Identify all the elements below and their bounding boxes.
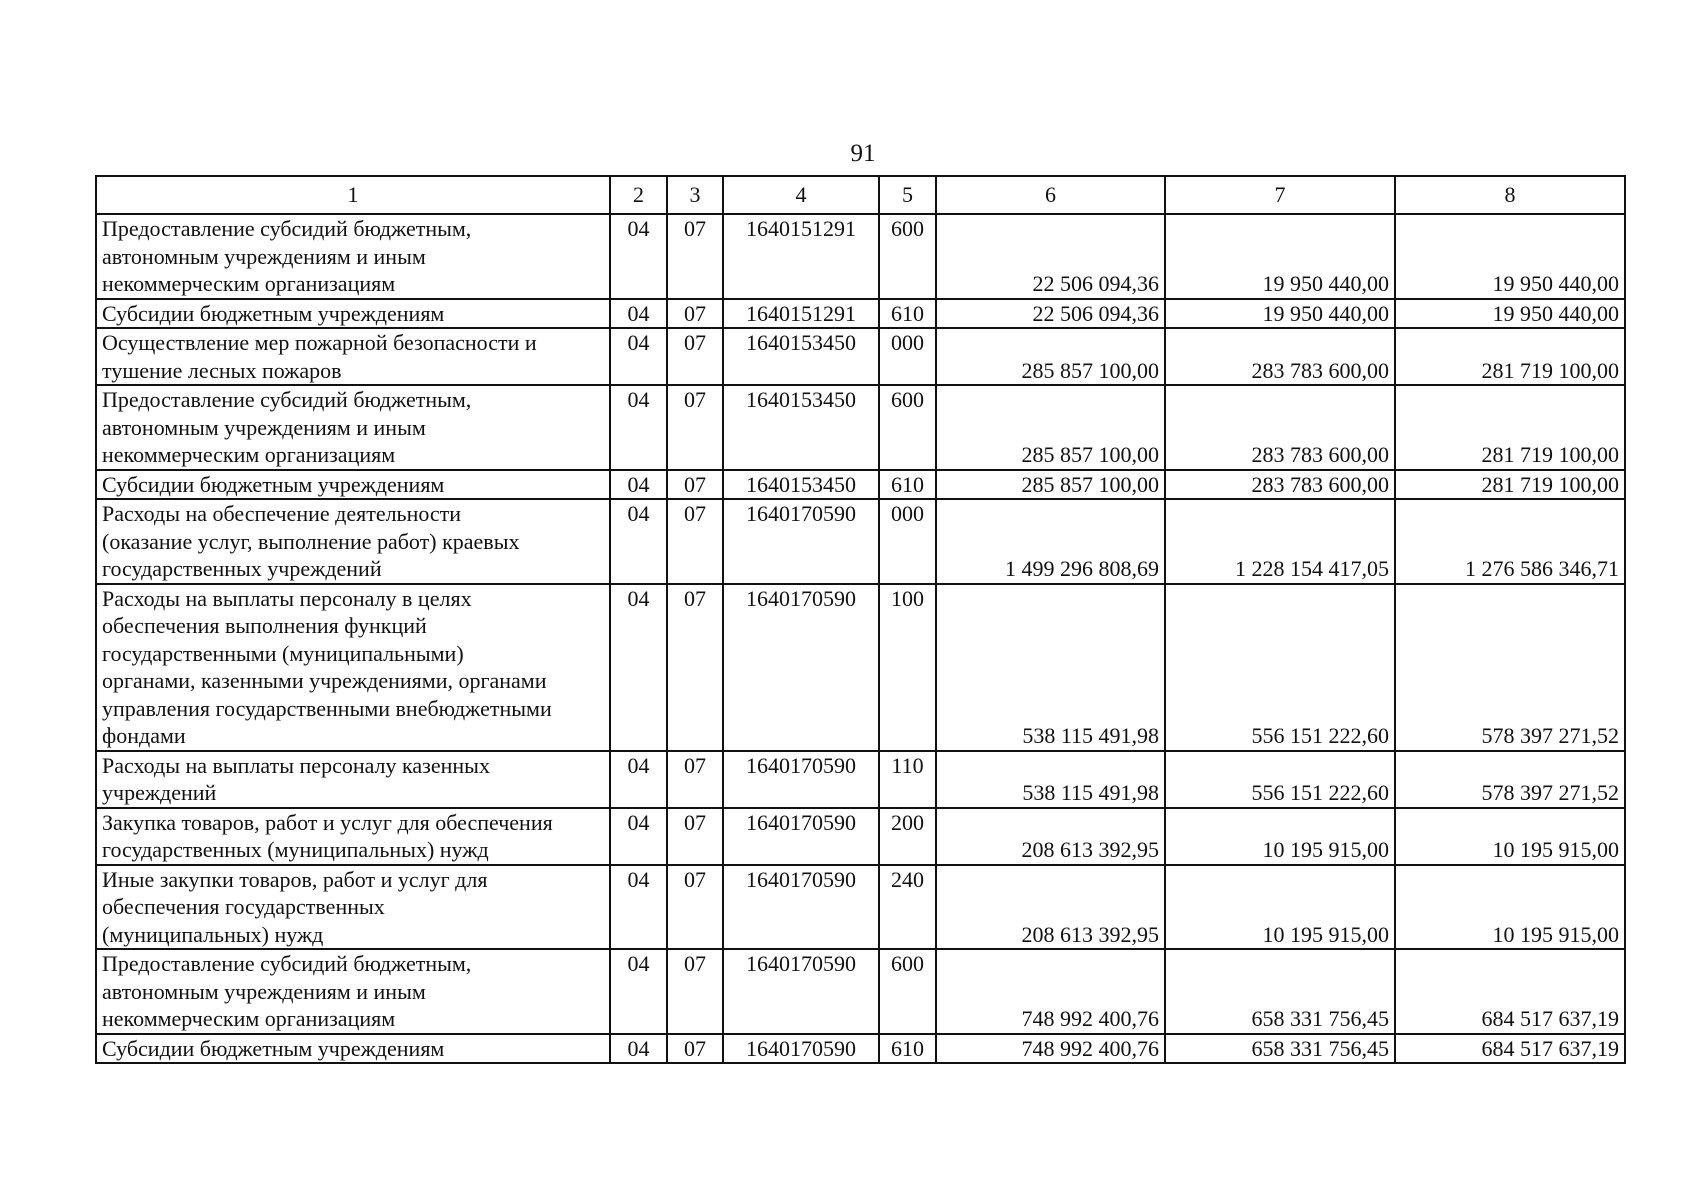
expense-type-cell: 610 — [879, 470, 936, 500]
page-number: 91 — [850, 140, 876, 167]
expense-type-cell: 240 — [879, 865, 936, 950]
item-name-text: Субсидии бюджетным учреждениям — [102, 300, 445, 326]
section-code-cell: 04 — [610, 949, 667, 1034]
subsection-code-cell: 07 — [667, 808, 723, 865]
target-article-cell: 1640153450 — [723, 328, 879, 385]
target-article-cell: 1640170590 — [723, 751, 879, 808]
target-article-cell: 1640153450 — [723, 470, 879, 500]
section-code-cell: 04 — [610, 385, 667, 470]
item-name-text: Предоставление субсидий бюджетным, автономным учреждениям и иным некоммерческим организациям — [102, 387, 472, 467]
section-code-cell: 04 — [610, 808, 667, 865]
section-code-cell: 04 — [610, 865, 667, 950]
table-row — [96, 499, 1625, 584]
subsection-code-cell: 07 — [667, 949, 723, 1034]
item-name-text: Расходы на выплаты персоналу в целях обеспечения выполнения функций государственными (муниципальными) органами, казенными учреждениями, органами управления государственными внебюджетными фондами — [102, 585, 552, 748]
amount-col7-cell: 556 151 222,60 — [1165, 751, 1395, 808]
section-code-cell: 04 — [610, 470, 667, 500]
expense-type-cell: 000 — [879, 499, 936, 584]
table-row — [96, 865, 1625, 950]
subsection-code-cell: 07 — [667, 470, 723, 500]
section-code-cell: 04 — [610, 1034, 667, 1064]
item-name-cell — [96, 328, 610, 385]
expense-type-cell: 100 — [879, 584, 936, 751]
amount-col8-cell: 281 719 100,00 — [1395, 328, 1625, 385]
amount-col8-cell: 684 517 637,19 — [1395, 1034, 1625, 1064]
amount-col7-cell: 283 783 600,00 — [1165, 385, 1395, 470]
expense-type-cell: 110 — [879, 751, 936, 808]
target-article-cell: 1640170590 — [723, 865, 879, 950]
section-code-cell: 04 — [610, 499, 667, 584]
table-row — [96, 808, 1625, 865]
amount-col6-cell: 538 115 491,98 — [936, 751, 1165, 808]
amount-col7-cell: 658 331 756,45 — [1165, 949, 1395, 1034]
item-name-cell — [96, 385, 610, 470]
subsection-code-cell: 07 — [667, 751, 723, 808]
item-name-text: Предоставление субсидий бюджетным, автономным учреждениям и иным некоммерческим организациям — [102, 216, 472, 296]
item-name-cell — [96, 499, 610, 584]
target-article-cell: 1640151291 — [723, 299, 879, 329]
amount-col7-cell: 658 331 756,45 — [1165, 1034, 1395, 1064]
amount-col6-cell: 748 992 400,76 — [936, 949, 1165, 1034]
item-name-cell — [96, 584, 610, 751]
subsection-code-cell: 07 — [667, 299, 723, 329]
table-row — [96, 584, 1625, 751]
amount-col6-cell: 208 613 392,95 — [936, 865, 1165, 950]
table-row — [96, 299, 1625, 329]
amount-col8-cell: 19 950 440,00 — [1395, 214, 1625, 299]
amount-col7-cell: 283 783 600,00 — [1165, 470, 1395, 500]
item-name-cell — [96, 214, 610, 299]
section-code-cell: 04 — [610, 328, 667, 385]
item-name-cell — [96, 751, 610, 808]
subsection-code-cell: 07 — [667, 214, 723, 299]
amount-col8-cell: 1 276 586 346,71 — [1395, 499, 1625, 584]
amount-col7-cell: 10 195 915,00 — [1165, 808, 1395, 865]
amount-col6-cell: 22 506 094,36 — [936, 214, 1165, 299]
item-name-cell — [96, 808, 610, 865]
table-row — [96, 328, 1625, 385]
item-name-cell — [96, 470, 610, 500]
item-name-text: Закупка товаров, работ и услуг для обеспечения государственных (муниципальных) нужд — [102, 809, 553, 862]
table-body — [96, 176, 1625, 1063]
amount-col6-cell: 285 857 100,00 — [936, 328, 1165, 385]
item-name-text: Расходы на выплаты персоналу казенных учреждений — [102, 752, 490, 805]
table-row — [96, 470, 1625, 500]
amount-col8-cell: 281 719 100,00 — [1395, 470, 1625, 500]
target-article-cell: 1640170590 — [723, 1034, 879, 1064]
expense-type-cell: 600 — [879, 214, 936, 299]
amount-col7-cell: 19 950 440,00 — [1165, 214, 1395, 299]
item-name-text: Субсидии бюджетным учреждениям — [102, 471, 445, 497]
header-row — [96, 176, 1625, 214]
header-cell-3: 3 — [667, 176, 723, 214]
amount-col6-cell: 285 857 100,00 — [936, 385, 1165, 470]
amount-col8-cell: 19 950 440,00 — [1395, 299, 1625, 329]
header-cell-5: 5 — [879, 176, 936, 214]
item-name-cell — [96, 949, 610, 1034]
table-row — [96, 949, 1625, 1034]
section-code-cell: 04 — [610, 584, 667, 751]
expense-type-cell: 600 — [879, 385, 936, 470]
expense-type-cell: 600 — [879, 949, 936, 1034]
item-name-text: Расходы на обеспечение деятельности (оказание услуг, выполнение работ) краевых государственных учреждений — [102, 501, 520, 581]
amount-col6-cell: 1 499 296 808,69 — [936, 499, 1165, 584]
section-code-cell: 04 — [610, 214, 667, 299]
amount-col6-cell: 208 613 392,95 — [936, 808, 1165, 865]
amount-col6-cell: 748 992 400,76 — [936, 1034, 1165, 1064]
amount-col6-cell: 285 857 100,00 — [936, 470, 1165, 500]
amount-col6-cell: 22 506 094,36 — [936, 299, 1165, 329]
subsection-code-cell: 07 — [667, 584, 723, 751]
subsection-code-cell: 07 — [667, 865, 723, 950]
item-name-cell — [96, 1034, 610, 1064]
subsection-code-cell: 07 — [667, 385, 723, 470]
budget-table — [95, 175, 1626, 1064]
amount-col8-cell: 578 397 271,52 — [1395, 584, 1625, 751]
subsection-code-cell: 07 — [667, 1034, 723, 1064]
table-row — [96, 385, 1625, 470]
target-article-cell: 1640170590 — [723, 808, 879, 865]
target-article-cell: 1640170590 — [723, 584, 879, 751]
expense-type-cell: 610 — [879, 1034, 936, 1064]
amount-col7-cell: 556 151 222,60 — [1165, 584, 1395, 751]
item-name-text: Субсидии бюджетным учреждениям — [102, 1035, 445, 1061]
item-name-cell — [96, 865, 610, 950]
amount-col8-cell: 10 195 915,00 — [1395, 808, 1625, 865]
table-row — [96, 751, 1625, 808]
header-cell-4: 4 — [723, 176, 879, 214]
amount-col7-cell: 283 783 600,00 — [1165, 328, 1395, 385]
target-article-cell: 1640151291 — [723, 214, 879, 299]
header-cell-6: 6 — [936, 176, 1165, 214]
header-cell-7: 7 — [1165, 176, 1395, 214]
item-name-text: Иные закупки товаров, работ и услуг для обеспечения государственных (муниципальных) нужд — [102, 866, 488, 947]
expense-type-cell: 610 — [879, 299, 936, 329]
section-code-cell: 04 — [610, 751, 667, 808]
header-cell-8: 8 — [1395, 176, 1625, 214]
section-code-cell: 04 — [610, 299, 667, 329]
expense-type-cell: 200 — [879, 808, 936, 865]
item-name-text: Осуществление мер пожарной безопасности и тушение лесных пожаров — [102, 330, 537, 383]
header-cell-1: 1 — [96, 176, 610, 214]
target-article-cell: 1640170590 — [723, 499, 879, 584]
amount-col7-cell: 10 195 915,00 — [1165, 865, 1395, 950]
target-article-cell: 1640170590 — [723, 949, 879, 1034]
item-name-text: Предоставление субсидий бюджетным, автономным учреждениям и иным некоммерческим организациям — [102, 951, 472, 1031]
amount-col7-cell: 19 950 440,00 — [1165, 299, 1395, 329]
target-article-cell: 1640153450 — [723, 385, 879, 470]
subsection-code-cell: 07 — [667, 499, 723, 584]
table-row — [96, 214, 1625, 299]
amount-col6-cell: 538 115 491,98 — [936, 584, 1165, 751]
amount-col7-cell: 1 228 154 417,05 — [1165, 499, 1395, 584]
amount-col8-cell: 281 719 100,00 — [1395, 385, 1625, 470]
item-name-cell — [96, 299, 610, 329]
subsection-code-cell: 07 — [667, 328, 723, 385]
table-row — [96, 1034, 1625, 1064]
amount-col8-cell: 578 397 271,52 — [1395, 751, 1625, 808]
amount-col8-cell: 684 517 637,19 — [1395, 949, 1625, 1034]
amount-col8-cell: 10 195 915,00 — [1395, 865, 1625, 950]
expense-type-cell: 000 — [879, 328, 936, 385]
header-cell-2: 2 — [610, 176, 667, 214]
